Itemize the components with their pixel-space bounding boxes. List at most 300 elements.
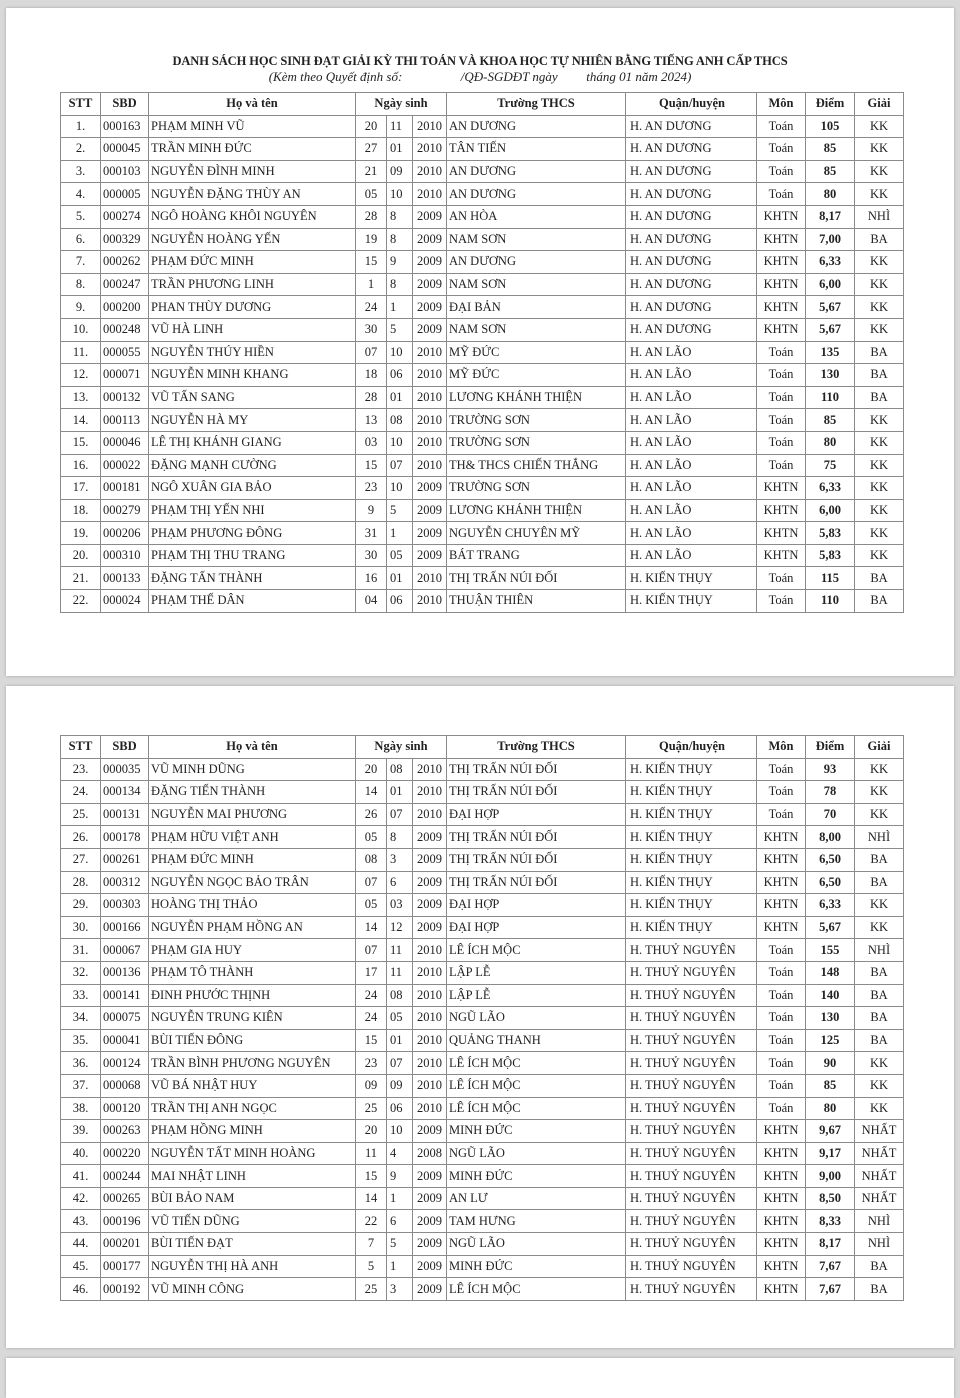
cell-birth-year: 2010 bbox=[413, 803, 447, 826]
cell-birth-year: 2010 bbox=[413, 1052, 447, 1075]
cell-birth-month: 10 bbox=[387, 341, 413, 364]
cell-stt: 15. bbox=[61, 431, 101, 454]
cell-subject: KHTN bbox=[757, 848, 806, 871]
document-title: DANH SÁCH HỌC SINH ĐẠT GIẢI KỲ THI TOÁN VÀ KHOA HỌC TỰ NHIÊN BẰNG TIẾNG ANH CẤP THCS bbox=[172, 54, 788, 68]
cell-birth-year: 2010 bbox=[413, 758, 447, 781]
cell-school: THỊ TRẤN NÚI ĐỐI bbox=[447, 567, 626, 590]
cell-name: NGUYỄN HOÀNG YẾN bbox=[149, 228, 356, 251]
cell-score: 8,00 bbox=[806, 826, 855, 849]
cell-birth-day: 24 bbox=[356, 984, 387, 1007]
cell-sbd: 000248 bbox=[101, 318, 149, 341]
cell-subject: KHTN bbox=[757, 871, 806, 894]
cell-sbd: 000055 bbox=[101, 341, 149, 364]
cell-birth-day: 24 bbox=[356, 296, 387, 319]
cell-birth-day: 07 bbox=[356, 939, 387, 962]
cell-birth-month: 07 bbox=[387, 1052, 413, 1075]
cell-birth-month: 1 bbox=[387, 1255, 413, 1278]
cell-birth-month: 11 bbox=[387, 939, 413, 962]
cell-subject: KHTN bbox=[757, 318, 806, 341]
cell-birth-day: 23 bbox=[356, 1052, 387, 1075]
cell-score: 130 bbox=[806, 1007, 855, 1030]
cell-award: KK bbox=[855, 160, 904, 183]
cell-district: H. KIẾN THỤY bbox=[626, 758, 757, 781]
cell-name: VŨ MINH CÔNG bbox=[149, 1278, 356, 1301]
cell-score: 9,67 bbox=[806, 1120, 855, 1143]
cell-award: BA bbox=[855, 1029, 904, 1052]
cell-birth-month: 9 bbox=[387, 251, 413, 274]
cell-score: 8,50 bbox=[806, 1187, 855, 1210]
cell-award: BA bbox=[855, 871, 904, 894]
cell-school: LÊ ÍCH MỘC bbox=[447, 1074, 626, 1097]
cell-name: NGUYỄN HÀ MY bbox=[149, 409, 356, 432]
cell-school: LƯƠNG KHÁNH THIỆN bbox=[447, 499, 626, 522]
cell-birth-day: 15 bbox=[356, 251, 387, 274]
cell-birth-day: 25 bbox=[356, 1097, 387, 1120]
cell-birth-day: 15 bbox=[356, 1029, 387, 1052]
cell-score: 6,33 bbox=[806, 477, 855, 500]
cell-district: H. AN DƯƠNG bbox=[626, 251, 757, 274]
table-row bbox=[61, 1074, 904, 1097]
table-row bbox=[61, 228, 904, 251]
cell-birth-year: 2010 bbox=[413, 1007, 447, 1030]
cell-score: 6,00 bbox=[806, 273, 855, 296]
cell-subject: KHTN bbox=[757, 522, 806, 545]
cell-name: PHẠM TÔ THÀNH bbox=[149, 961, 356, 984]
cell-district: H. AN DƯƠNG bbox=[626, 138, 757, 161]
cell-birth-year: 2010 bbox=[413, 409, 447, 432]
cell-name: NGUYỄN TẤT MINH HOÀNG bbox=[149, 1142, 356, 1165]
cell-award: KK bbox=[855, 318, 904, 341]
cell-district: H. THUỶ NGUYÊN bbox=[626, 1278, 757, 1301]
cell-stt: 44. bbox=[61, 1233, 101, 1256]
cell-score: 5,67 bbox=[806, 296, 855, 319]
cell-stt: 22. bbox=[61, 590, 101, 613]
cell-sbd: 000133 bbox=[101, 567, 149, 590]
cell-sbd: 000178 bbox=[101, 826, 149, 849]
cell-subject: Toán bbox=[757, 1007, 806, 1030]
cell-birth-month: 01 bbox=[387, 567, 413, 590]
cell-school: ĐẠI HỢP bbox=[447, 803, 626, 826]
cell-school: AN HÒA bbox=[447, 205, 626, 228]
cell-sbd: 000220 bbox=[101, 1142, 149, 1165]
cell-district: H. THUỶ NGUYÊN bbox=[626, 1142, 757, 1165]
cell-birth-year: 2009 bbox=[413, 1278, 447, 1301]
cell-sbd: 000261 bbox=[101, 848, 149, 871]
cell-district: H. AN DƯƠNG bbox=[626, 205, 757, 228]
cell-birth-day: 30 bbox=[356, 544, 387, 567]
cell-sbd: 000041 bbox=[101, 1029, 149, 1052]
cell-name: PHẠM ĐỨC MINH bbox=[149, 251, 356, 274]
cell-sbd: 000120 bbox=[101, 1097, 149, 1120]
cell-birth-year: 2009 bbox=[413, 273, 447, 296]
cell-subject: KHTN bbox=[757, 477, 806, 500]
cell-subject: KHTN bbox=[757, 1210, 806, 1233]
cell-birth-month: 12 bbox=[387, 916, 413, 939]
awards-table-page-2 bbox=[60, 735, 904, 1301]
cell-birth-year: 2009 bbox=[413, 544, 447, 567]
cell-stt: 18. bbox=[61, 499, 101, 522]
cell-stt: 9. bbox=[61, 296, 101, 319]
cell-school: MỸ ĐỨC bbox=[447, 341, 626, 364]
cell-sbd: 000134 bbox=[101, 781, 149, 804]
cell-stt: 43. bbox=[61, 1210, 101, 1233]
cell-birth-month: 01 bbox=[387, 781, 413, 804]
cell-subject: KHTN bbox=[757, 1255, 806, 1278]
cell-birth-year: 2009 bbox=[413, 1165, 447, 1188]
table-row bbox=[61, 1278, 904, 1301]
cell-birth-day: 09 bbox=[356, 1074, 387, 1097]
cell-award: BA bbox=[855, 961, 904, 984]
cell-birth-year: 2009 bbox=[413, 1210, 447, 1233]
cell-birth-year: 2010 bbox=[413, 386, 447, 409]
table-row bbox=[61, 499, 904, 522]
table-row bbox=[61, 567, 904, 590]
cell-award: KK bbox=[855, 499, 904, 522]
cell-score: 6,33 bbox=[806, 894, 855, 917]
cell-district: H. AN LÃO bbox=[626, 477, 757, 500]
cell-award: KK bbox=[855, 894, 904, 917]
cell-birth-year: 2010 bbox=[413, 183, 447, 206]
cell-sbd: 000071 bbox=[101, 364, 149, 387]
cell-sbd: 000124 bbox=[101, 1052, 149, 1075]
cell-stt: 17. bbox=[61, 477, 101, 500]
cell-subject: Toán bbox=[757, 364, 806, 387]
cell-name: VŨ TẤN SANG bbox=[149, 386, 356, 409]
cell-score: 80 bbox=[806, 1097, 855, 1120]
table-row bbox=[61, 984, 904, 1007]
cell-name: PHẠM MINH VŨ bbox=[149, 115, 356, 138]
cell-sbd: 000163 bbox=[101, 115, 149, 138]
header-subject: Môn bbox=[757, 93, 806, 116]
cell-stt: 25. bbox=[61, 803, 101, 826]
cell-district: H. AN DƯƠNG bbox=[626, 296, 757, 319]
cell-district: H. AN LÃO bbox=[626, 454, 757, 477]
header-stt: STT bbox=[61, 93, 101, 116]
cell-award: BA bbox=[855, 364, 904, 387]
header-score: Điểm bbox=[806, 93, 855, 116]
cell-sbd: 000329 bbox=[101, 228, 149, 251]
cell-name: MAI NHẬT LINH bbox=[149, 1165, 356, 1188]
cell-stt: 5. bbox=[61, 205, 101, 228]
cell-stt: 1. bbox=[61, 115, 101, 138]
cell-birth-month: 06 bbox=[387, 364, 413, 387]
cell-birth-day: 18 bbox=[356, 364, 387, 387]
cell-district: H. AN LÃO bbox=[626, 499, 757, 522]
cell-name: PHẠM THẾ DÂN bbox=[149, 590, 356, 613]
header-award: Giải bbox=[855, 736, 904, 759]
table-row bbox=[61, 590, 904, 613]
cell-award: KK bbox=[855, 138, 904, 161]
cell-birth-month: 07 bbox=[387, 454, 413, 477]
cell-stt: 14. bbox=[61, 409, 101, 432]
cell-award: NHẤT bbox=[855, 1165, 904, 1188]
cell-school: AN LƯ bbox=[447, 1187, 626, 1210]
cell-district: H. AN LÃO bbox=[626, 386, 757, 409]
cell-name: PHẠM PHƯƠNG ĐÔNG bbox=[149, 522, 356, 545]
cell-score: 5,67 bbox=[806, 318, 855, 341]
cell-birth-month: 07 bbox=[387, 803, 413, 826]
cell-stt: 33. bbox=[61, 984, 101, 1007]
cell-name: NGÔ HOÀNG KHÔI NGUYÊN bbox=[149, 205, 356, 228]
cell-stt: 3. bbox=[61, 160, 101, 183]
cell-birth-month: 11 bbox=[387, 961, 413, 984]
cell-score: 9,17 bbox=[806, 1142, 855, 1165]
cell-school: ĐẠI HỢP bbox=[447, 916, 626, 939]
cell-birth-year: 2010 bbox=[413, 1097, 447, 1120]
cell-school: THỊ TRẤN NÚI ĐỐI bbox=[447, 871, 626, 894]
table-row bbox=[61, 296, 904, 319]
cell-school: AN DƯƠNG bbox=[447, 183, 626, 206]
cell-district: H. AN DƯƠNG bbox=[626, 318, 757, 341]
cell-score: 6,00 bbox=[806, 499, 855, 522]
cell-subject: Toán bbox=[757, 758, 806, 781]
cell-birth-day: 13 bbox=[356, 409, 387, 432]
cell-school: LƯƠNG KHÁNH THIỆN bbox=[447, 386, 626, 409]
cell-subject: Toán bbox=[757, 138, 806, 161]
table-row bbox=[61, 826, 904, 849]
cell-stt: 45. bbox=[61, 1255, 101, 1278]
cell-subject: Toán bbox=[757, 939, 806, 962]
cell-subject: Toán bbox=[757, 1074, 806, 1097]
cell-award: KK bbox=[855, 1097, 904, 1120]
cell-birth-day: 14 bbox=[356, 916, 387, 939]
cell-school: NAM SƠN bbox=[447, 273, 626, 296]
header-dob: Ngày sinh bbox=[356, 736, 447, 759]
cell-school: NGŨ LÃO bbox=[447, 1007, 626, 1030]
cell-school: MỸ ĐỨC bbox=[447, 364, 626, 387]
cell-school: ĐẠI BẢN bbox=[447, 296, 626, 319]
cell-award: NHÌ bbox=[855, 939, 904, 962]
cell-birth-month: 8 bbox=[387, 228, 413, 251]
cell-sbd: 000035 bbox=[101, 758, 149, 781]
cell-subject: Toán bbox=[757, 781, 806, 804]
cell-subject: KHTN bbox=[757, 894, 806, 917]
table-header-row bbox=[61, 93, 904, 116]
cell-score: 115 bbox=[806, 567, 855, 590]
cell-stt: 28. bbox=[61, 871, 101, 894]
cell-subject: Toán bbox=[757, 984, 806, 1007]
cell-award: KK bbox=[855, 273, 904, 296]
cell-school: NAM SƠN bbox=[447, 318, 626, 341]
cell-birth-day: 31 bbox=[356, 522, 387, 545]
cell-award: BA bbox=[855, 1007, 904, 1030]
cell-name: PHẠM HỮU VIỆT ANH bbox=[149, 826, 356, 849]
cell-birth-month: 1 bbox=[387, 522, 413, 545]
cell-stt: 11. bbox=[61, 341, 101, 364]
cell-score: 78 bbox=[806, 781, 855, 804]
cell-birth-day: 14 bbox=[356, 781, 387, 804]
cell-school: THỊ TRẤN NÚI ĐỐI bbox=[447, 758, 626, 781]
cell-birth-year: 2010 bbox=[413, 781, 447, 804]
table-row bbox=[61, 1029, 904, 1052]
cell-award: BA bbox=[855, 341, 904, 364]
cell-stt: 29. bbox=[61, 894, 101, 917]
cell-award: KK bbox=[855, 251, 904, 274]
cell-birth-year: 2009 bbox=[413, 1120, 447, 1143]
cell-score: 5,83 bbox=[806, 522, 855, 545]
table-row bbox=[61, 273, 904, 296]
cell-birth-day: 22 bbox=[356, 1210, 387, 1233]
cell-birth-day: 03 bbox=[356, 431, 387, 454]
cell-district: H. KIẾN THỤY bbox=[626, 803, 757, 826]
cell-score: 7,67 bbox=[806, 1255, 855, 1278]
cell-subject: KHTN bbox=[757, 826, 806, 849]
cell-subject: Toán bbox=[757, 409, 806, 432]
cell-stt: 36. bbox=[61, 1052, 101, 1075]
cell-score: 6,50 bbox=[806, 871, 855, 894]
cell-district: H. THUỶ NGUYÊN bbox=[626, 1007, 757, 1030]
table-row bbox=[61, 544, 904, 567]
table-row bbox=[61, 1007, 904, 1030]
cell-sbd: 000024 bbox=[101, 590, 149, 613]
cell-birth-day: 05 bbox=[356, 894, 387, 917]
cell-stt: 26. bbox=[61, 826, 101, 849]
header-district: Quận/huyện bbox=[626, 93, 757, 116]
cell-subject: Toán bbox=[757, 961, 806, 984]
cell-school: TRƯỜNG SƠN bbox=[447, 477, 626, 500]
cell-award: BA bbox=[855, 848, 904, 871]
cell-birth-month: 01 bbox=[387, 1029, 413, 1052]
cell-birth-year: 2010 bbox=[413, 939, 447, 962]
cell-district: H. THUỶ NGUYÊN bbox=[626, 1029, 757, 1052]
cell-score: 6,50 bbox=[806, 848, 855, 871]
cell-birth-year: 2009 bbox=[413, 251, 447, 274]
cell-name: TRẦN PHƯƠNG LINH bbox=[149, 273, 356, 296]
cell-birth-month: 10 bbox=[387, 431, 413, 454]
cell-sbd: 000303 bbox=[101, 894, 149, 917]
cell-sbd: 000136 bbox=[101, 961, 149, 984]
cell-birth-month: 3 bbox=[387, 1278, 413, 1301]
cell-district: H. AN LÃO bbox=[626, 431, 757, 454]
cell-sbd: 000279 bbox=[101, 499, 149, 522]
table-row bbox=[61, 138, 904, 161]
cell-birth-month: 09 bbox=[387, 160, 413, 183]
cell-district: H. THUỶ NGUYÊN bbox=[626, 1233, 757, 1256]
cell-score: 140 bbox=[806, 984, 855, 1007]
cell-district: H. KIẾN THỤY bbox=[626, 781, 757, 804]
cell-name: LÊ THỊ KHÁNH GIANG bbox=[149, 431, 356, 454]
cell-name: BÙI BẢO NAM bbox=[149, 1187, 356, 1210]
cell-school: LÊ ÍCH MỘC bbox=[447, 1278, 626, 1301]
cell-stt: 24. bbox=[61, 781, 101, 804]
cell-birth-month: 4 bbox=[387, 1142, 413, 1165]
header-school: Trường THCS bbox=[447, 93, 626, 116]
cell-score: 70 bbox=[806, 803, 855, 826]
cell-sbd: 000067 bbox=[101, 939, 149, 962]
cell-birth-year: 2009 bbox=[413, 499, 447, 522]
cell-birth-year: 2008 bbox=[413, 1142, 447, 1165]
cell-award: KK bbox=[855, 916, 904, 939]
cell-district: H. THUỶ NGUYÊN bbox=[626, 984, 757, 1007]
cell-score: 135 bbox=[806, 341, 855, 364]
cell-name: ĐẶNG TẤN THÀNH bbox=[149, 567, 356, 590]
cell-birth-day: 25 bbox=[356, 1278, 387, 1301]
header-subject: Môn bbox=[757, 736, 806, 759]
cell-score: 93 bbox=[806, 758, 855, 781]
cell-score: 8,33 bbox=[806, 1210, 855, 1233]
cell-school: AN DƯƠNG bbox=[447, 160, 626, 183]
cell-birth-month: 01 bbox=[387, 138, 413, 161]
cell-district: H. KIẾN THỤY bbox=[626, 590, 757, 613]
document-page-3 bbox=[6, 1358, 954, 1398]
cell-stt: 20. bbox=[61, 544, 101, 567]
cell-subject: Toán bbox=[757, 431, 806, 454]
cell-score: 148 bbox=[806, 961, 855, 984]
cell-stt: 13. bbox=[61, 386, 101, 409]
cell-award: BA bbox=[855, 567, 904, 590]
cell-school: LẬP LỄ bbox=[447, 961, 626, 984]
cell-district: H. KIẾN THỤY bbox=[626, 894, 757, 917]
cell-subject: KHTN bbox=[757, 296, 806, 319]
table-header-row bbox=[61, 736, 904, 759]
cell-birth-year: 2009 bbox=[413, 894, 447, 917]
header-school: Trường THCS bbox=[447, 736, 626, 759]
cell-birth-year: 2010 bbox=[413, 454, 447, 477]
table-row bbox=[61, 409, 904, 432]
cell-stt: 27. bbox=[61, 848, 101, 871]
cell-birth-year: 2009 bbox=[413, 228, 447, 251]
cell-name: BÙI TIẾN ĐÔNG bbox=[149, 1029, 356, 1052]
cell-subject: KHTN bbox=[757, 544, 806, 567]
table-row bbox=[61, 364, 904, 387]
cell-award: KK bbox=[855, 431, 904, 454]
table-row bbox=[61, 205, 904, 228]
cell-subject: Toán bbox=[757, 454, 806, 477]
header-sbd: SBD bbox=[101, 93, 149, 116]
cell-sbd: 000103 bbox=[101, 160, 149, 183]
cell-award: BA bbox=[855, 228, 904, 251]
cell-award: KK bbox=[855, 803, 904, 826]
cell-district: H. THUỶ NGUYÊN bbox=[626, 1097, 757, 1120]
table-row bbox=[61, 160, 904, 183]
cell-sbd: 000131 bbox=[101, 803, 149, 826]
cell-name: ĐINH PHƯỚC THỊNH bbox=[149, 984, 356, 1007]
cell-district: H. AN DƯƠNG bbox=[626, 273, 757, 296]
cell-birth-year: 2010 bbox=[413, 138, 447, 161]
cell-birth-month: 08 bbox=[387, 758, 413, 781]
cell-award: KK bbox=[855, 1052, 904, 1075]
cell-award: NHẤT bbox=[855, 1120, 904, 1143]
table-row bbox=[61, 522, 904, 545]
cell-district: H. AN DƯƠNG bbox=[626, 183, 757, 206]
cell-school: ĐẠI HỢP bbox=[447, 894, 626, 917]
cell-birth-day: 20 bbox=[356, 115, 387, 138]
cell-subject: Toán bbox=[757, 803, 806, 826]
cell-birth-year: 2009 bbox=[413, 318, 447, 341]
cell-stt: 41. bbox=[61, 1165, 101, 1188]
table-row bbox=[61, 477, 904, 500]
cell-subject: Toán bbox=[757, 115, 806, 138]
cell-school: NAM SƠN bbox=[447, 228, 626, 251]
cell-birth-month: 1 bbox=[387, 296, 413, 319]
cell-birth-day: 16 bbox=[356, 567, 387, 590]
cell-sbd: 000113 bbox=[101, 409, 149, 432]
cell-birth-day: 14 bbox=[356, 1187, 387, 1210]
cell-birth-day: 26 bbox=[356, 803, 387, 826]
cell-district: H. KIẾN THỤY bbox=[626, 916, 757, 939]
cell-score: 85 bbox=[806, 160, 855, 183]
cell-award: NHÌ bbox=[855, 1233, 904, 1256]
cell-birth-year: 2009 bbox=[413, 916, 447, 939]
cell-district: H. AN LÃO bbox=[626, 364, 757, 387]
cell-birth-month: 3 bbox=[387, 848, 413, 871]
cell-subject: KHTN bbox=[757, 1165, 806, 1188]
cell-award: KK bbox=[855, 1074, 904, 1097]
cell-award: KK bbox=[855, 477, 904, 500]
cell-sbd: 000262 bbox=[101, 251, 149, 274]
cell-district: H. AN LÃO bbox=[626, 544, 757, 567]
cell-birth-year: 2009 bbox=[413, 871, 447, 894]
